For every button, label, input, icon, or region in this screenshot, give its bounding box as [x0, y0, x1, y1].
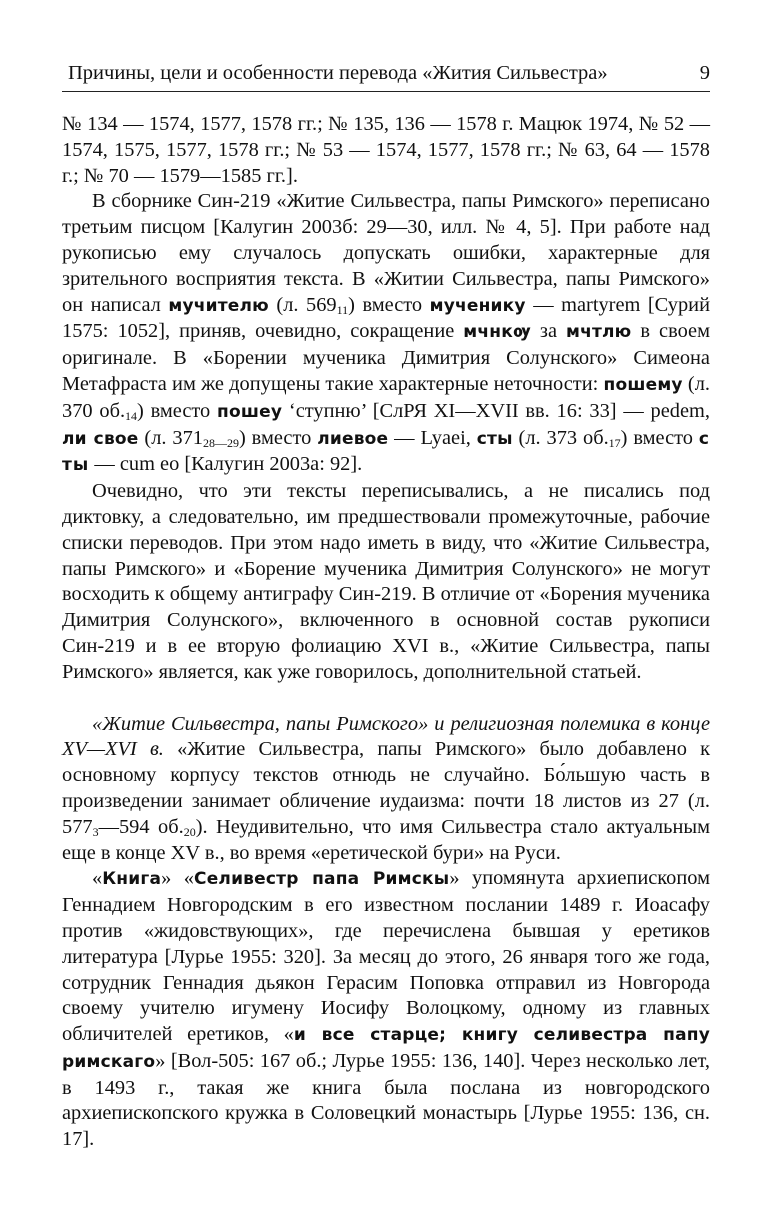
paragraph-4: «Житие Сильвестра, папы Римского» и религиозная полемика в конце XV—XVI в. «Житие Сильвестра, папы Римского» было добавлено к основному корпусу текстов отнюдь не случайно. Бо́льшую часть в произведении занимает обличение иудаизма: почти 18 листов из 27 (л. $577_3—594$ $об._{20}$). Неудивительно, что имя Сильвестра стало актуальным еще в конце XV в., во время «еретической бури» на Руси.: [62, 712, 710, 864]
church-slavonic-word: Книга: [102, 869, 162, 890]
church-slavonic-word: мучителю: [168, 295, 269, 316]
section-heading: «Житие Сильвестра, папы Римского» и религиозная полемика в конце XV—XVI в.: [62, 712, 710, 761]
paragraph-5: «Книга» «Селивестр папа Римскы» упомянута архиепископом Геннадием Новгородским в его известном послании 1489 г. Иоасафу против «жидовствующих», где перечислена бывшая у еретиков литература [Лурье 1955: 320]. За месяц до этого, 26 января того же года, сотрудник Геннадия дьякон Герасим Поповка отправил из Новгорода своему учителю игумену Иосифу Волоцкому, одному из главных обличителей еретиков, «и все старце; книгу селивестра папу римскаго» [Вол-505: 167 об.; Лурье 1955: 136, 140]. Через несколько лет, в 1493 г., такая же книга была послана из новгородского архиепископского кружка в Соловецкий монастырь [Лурье 1955: 136, сн. 17].: [62, 867, 710, 1151]
church-slavonic-word: пошеу: [217, 401, 283, 422]
running-header: [68, 60, 710, 86]
church-slavonic-word: лиевое: [317, 428, 389, 449]
page-number: 9: [699, 62, 710, 84]
church-slavonic-word: сты: [476, 428, 513, 449]
paragraph-3: Очевидно, что эти тексты переписывались, а не писались под диктовку, а следовательно, им предшествовали промежуточные, рабочие списки переводов. При этом надо иметь в виду, что «Житие Сильвестра, папы Римского» и «Борение мученика Димитрия Солунского» не могут восходить к общему антиграфу Син-219. В отличие от «Борения мученика Димитрия Солунского», включенного в основной состав рукописи Син-219 и в ее вторую фолиацию XVI в., «Житие Сильвестра, папы Римского» является, как уже говорилось, дополнительной статьей.: [62, 480, 710, 683]
church-slavonic-word: пошему: [603, 374, 683, 395]
church-slavonic-word: ли свое: [62, 428, 139, 449]
church-slavonic-word: мчнкѹ: [463, 322, 531, 343]
church-slavonic-word: и все старце; книгу селивестра папу римскаго: [62, 1025, 710, 1072]
church-slavonic-word: Селивестр папа Римскы: [194, 869, 450, 890]
church-slavonic-word: мученику: [429, 295, 526, 316]
running-title: Причины, цели и особенности перевода «Жития Сильвестра»: [68, 62, 608, 84]
church-slavonic-word: с ты: [62, 428, 710, 476]
paragraph-2: В сборнике Син-219 «Житие Сильвестра, папы Римского» переписано третьим писцом [Калугин 2003б: 29—30, илл. № 4, 5]. При работе над рукописью ему случалось допускать ошибки, характерные для зрительного восприятия текста. В «Житии Сильвестра, папы Римского» он написал мучителю (л. $569_{11}$) вместо мученику — martyrem [Сурий 1575: 1052], приняв, очевидно, сокращение мчнкѹ за мчтлю в своем оригинале. В «Борении мученика Димитрия Солунского» Симеона Метафраста им же допущены такие характерные неточности: пошему (л. 370 $об._{14}$) вместо пошеу ‘ступню’ [СлРЯ XI—XVII вв. 16: 33] — pedem, ли свое (л. $371_{28—29}$) вместо лиевое — Lyaei, сты (л. 373 $об._{17}$) вместо с ты — cum eo [Калугин 2003а: 92].: [62, 190, 710, 476]
paragraph-1: № 134 — 1574, 1577, 1578 гг.; № 135, 136 — 1578 г. Мацюк 1974, № 52 — 1574, 1575, 1577, 1578 гг.; № 53 — 1574, 1577, 1578 гг.; № 63, 64 — 1578 г.; № 70 — 1579—1585 гг.].: [62, 113, 710, 187]
church-slavonic-word: мчтлю: [566, 322, 632, 343]
body-text: [62, 112, 710, 1153]
header-rule: [62, 91, 710, 92]
